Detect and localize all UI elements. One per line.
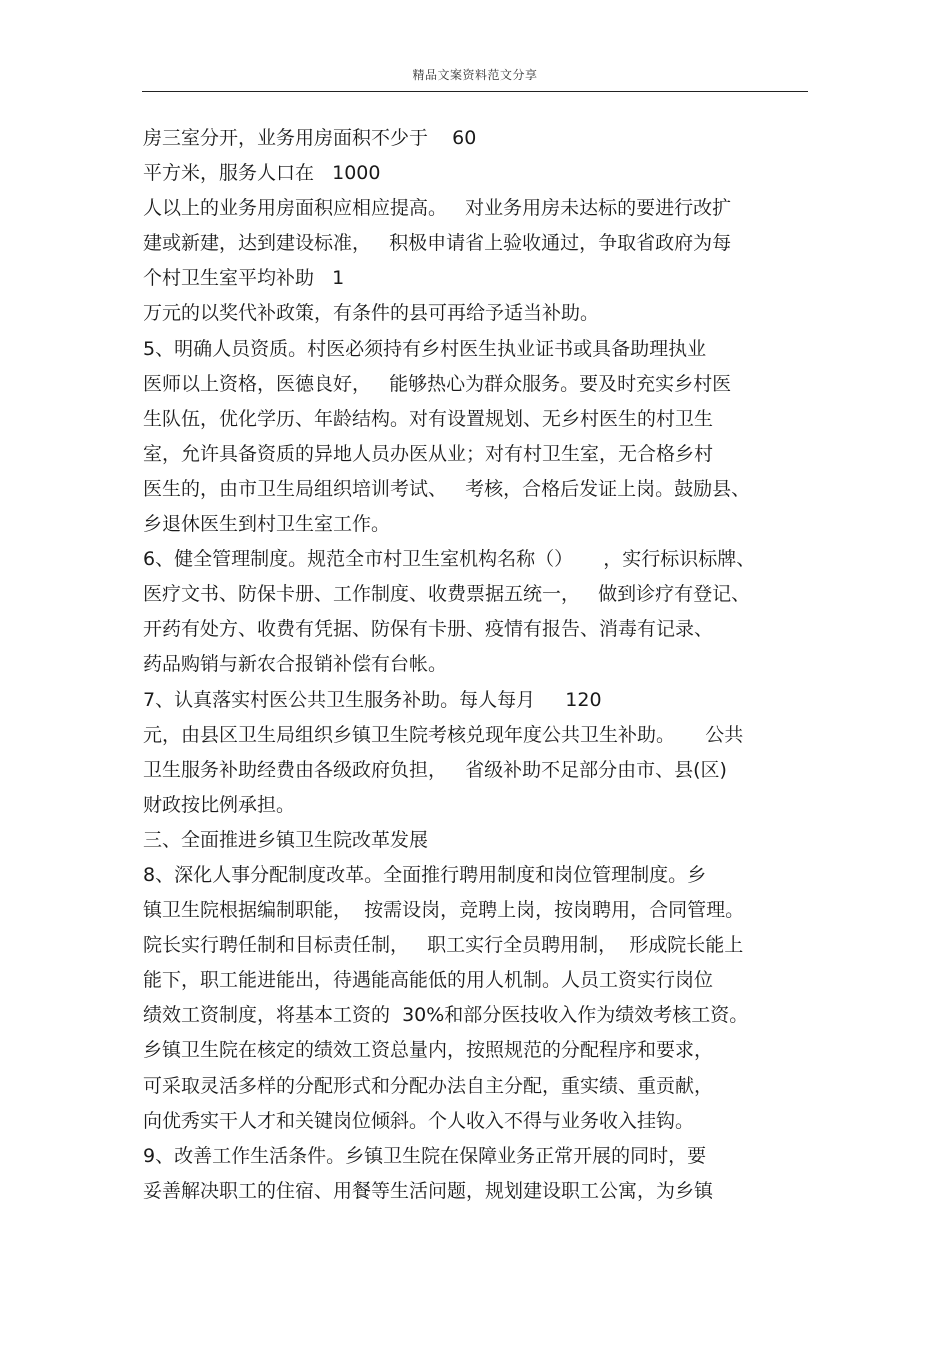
header-divider (142, 91, 808, 92)
text-line: 镇卫生院根据编制职能， 按需设岗，竞聘上岗，按岗聘用，合同管理。 (143, 899, 745, 922)
text-line: 妥善解决职工的住宿、用餐等生活问题，规划建设职工公寓，为乡镇 (143, 1179, 714, 1202)
text-line: 向优秀实干人才和关键岗位倾斜。个人收入不得与业务收入挂钩。 (143, 1109, 695, 1132)
text-line: 万元的以奖代补政策，有条件的县可再给予适当补助。 (143, 302, 600, 325)
text-line: 人以上的业务用房面积应相应提高。 对业务用房未达标的要进行改扩 (143, 197, 732, 220)
text-line: 平方米，服务人口在 1000 (143, 162, 381, 185)
text-line: 房三室分开，业务用房面积不少于 60 (143, 127, 477, 149)
document-body (143, 121, 823, 1209)
text-line: 6、健全管理制度。规范全市村卫生室机构名称（） ，实行标识标牌、 (143, 548, 756, 571)
text-line: 建或新建，达到建设标准， 积极申请省上验收通过，争取省政府为每 (143, 232, 732, 255)
text-line: 能下，职工能进能出，待遇能高能低的用人机制。人员工资实行岗位 (143, 969, 714, 992)
text-line: 乡镇卫生院在核定的绩效工资总量内，按照规范的分配程序和要求， (143, 1039, 714, 1062)
page-header: 精品文案资料范文分享 (412, 68, 538, 82)
text-line: 卫生服务补助经费由各级政府负担， 省级补助不足部分由市、县(区) (143, 758, 727, 781)
text-line: 药品购销与新农合报销补偿有台帐。 (143, 653, 448, 676)
text-line: 元，由县区卫生局组织乡镇卫生院考核兑现年度公共卫生补助。 公共 (143, 723, 744, 746)
section-heading: 三、全面推进乡镇卫生院改革发展 (143, 828, 429, 851)
text-line: 5、明确人员资质。村医必须持有乡村医生执业证书或具备助理执业 (143, 337, 707, 360)
text-line: 生队伍，优化学历、年龄结构。对有设置规划、无乡村医生的村卫生 (143, 407, 714, 430)
text-line: 可采取灵活多样的分配形式和分配办法自主分配，重实绩、重贡献， (143, 1074, 714, 1097)
text-line: 室，允许具备资质的异地人员办医从业；对有村卫生室，无合格乡村 (143, 442, 714, 465)
text-line: 医师以上资格，医德良好， 能够热心为群众服务。要及时充实乡村医 (143, 372, 732, 395)
text-line: 9、改善工作生活条件。乡镇卫生院在保障业务正常开展的同时，要 (143, 1144, 707, 1167)
text-line: 个村卫生室平均补助 1 (143, 267, 345, 290)
text-line: 院长实行聘任制和目标责任制， 职工实行全员聘用制， 形成院长能上 (143, 934, 744, 957)
text-line: 医疗文书、防保卡册、工作制度、收费票据五统一， 做到诊疗有登记、 (143, 583, 751, 606)
text-line: 财政按比例承担。 (143, 793, 296, 816)
text-line: 医生的，由市卫生局组织培训考试、 考核，合格后发证上岗。鼓励县、 (143, 477, 751, 500)
text-line: 绩效工资制度，将基本工资的 30%和部分医技收入作为绩效考核工资。 (143, 1004, 749, 1027)
text-line: 开药有处方、收费有凭据、防保有卡册、疫情有报告、消毒有记录、 (143, 618, 714, 641)
text-line: 乡退休医生到村卫生室工作。 (143, 513, 391, 536)
text-line: 7、认真落实村医公共卫生服务补助。每人每月 120 (143, 688, 602, 711)
text-line: 8、深化人事分配制度改革。全面推行聘用制度和岗位管理制度。乡 (143, 863, 707, 886)
